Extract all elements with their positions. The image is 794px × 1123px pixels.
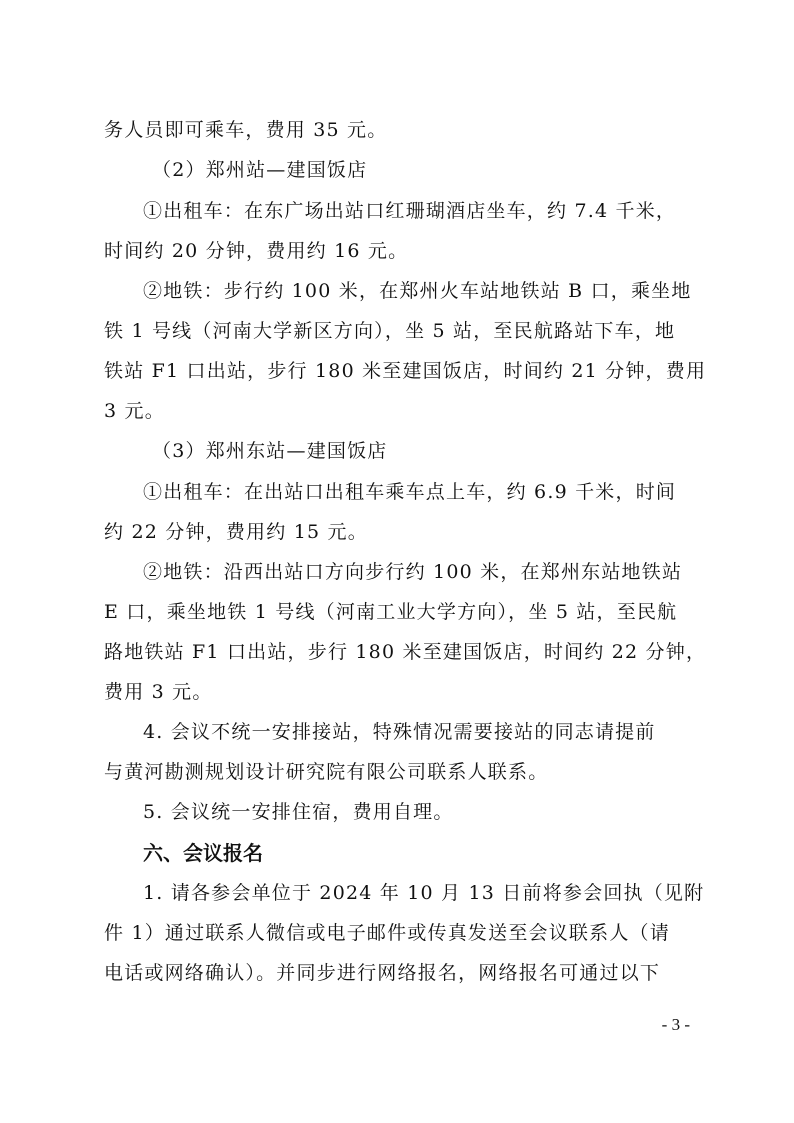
paragraph-line: 务人员即可乘车，费用 35 元。	[104, 119, 388, 141]
page-number: - 3 -	[661, 1015, 690, 1034]
subsection-title: （2）郑州站—建国饭店	[152, 159, 368, 181]
paragraph-line: 3 元。	[104, 400, 165, 422]
paragraph-line: 与黄河勘测规划设计研究院有限公司联系人联系。	[104, 761, 549, 783]
paragraph-line: 件 1）通过联系人微信或电子邮件或传真发送至会议联系人（请	[104, 922, 670, 944]
paragraph-line: 4. 会议不统一安排接站，特殊情况需要接站的同志请提前	[143, 721, 656, 743]
paragraph-line: 1. 请各参会单位于 2024 年 10 月 13 日前将参会回执（见附	[143, 882, 705, 904]
paragraph-line: E 口，乘坐地铁 1 号线（河南工业大学方向），坐 5 站，至民航	[104, 601, 678, 623]
paragraph-line: ①出租车：在东广场出站口红珊瑚酒店坐车，约 7.4 千米，	[143, 200, 677, 222]
subsection-title: （3）郑州东站—建国饭店	[152, 440, 388, 462]
paragraph-line: 铁站 F1 口出站，步行 180 米至建国饭店，时间约 21 分钟，费用	[104, 360, 707, 382]
paragraph-line: 铁 1 号线（河南大学新区方向），坐 5 站，至民航路站下车，地	[104, 320, 676, 342]
paragraph-line: ②地铁：步行约 100 米，在郑州火车站地铁站 B 口，乘坐地	[143, 280, 692, 302]
paragraph-line: 路地铁站 F1 口出站，步行 180 米至建国饭店，时间约 22 分钟，	[104, 641, 707, 663]
paragraph-line: ②地铁：沿西出站口方向步行约 100 米，在郑州东站地铁站	[143, 561, 683, 583]
paragraph-line: 时间约 20 分钟，费用约 16 元。	[104, 240, 409, 262]
paragraph-line: 5. 会议统一安排住宿，费用自理。	[143, 801, 454, 823]
paragraph-line: 电话或网络确认）。并同步进行网络报名，网络报名可通过以下	[104, 962, 661, 984]
paragraph-line: 费用 3 元。	[104, 681, 213, 703]
paragraph-line: ①出租车：在出站口出租车乘车点上车，约 6.9 千米，时间	[143, 481, 677, 503]
section-heading: 六、会议报名	[143, 841, 263, 865]
paragraph-line: 约 22 分钟，费用约 15 元。	[104, 521, 368, 543]
